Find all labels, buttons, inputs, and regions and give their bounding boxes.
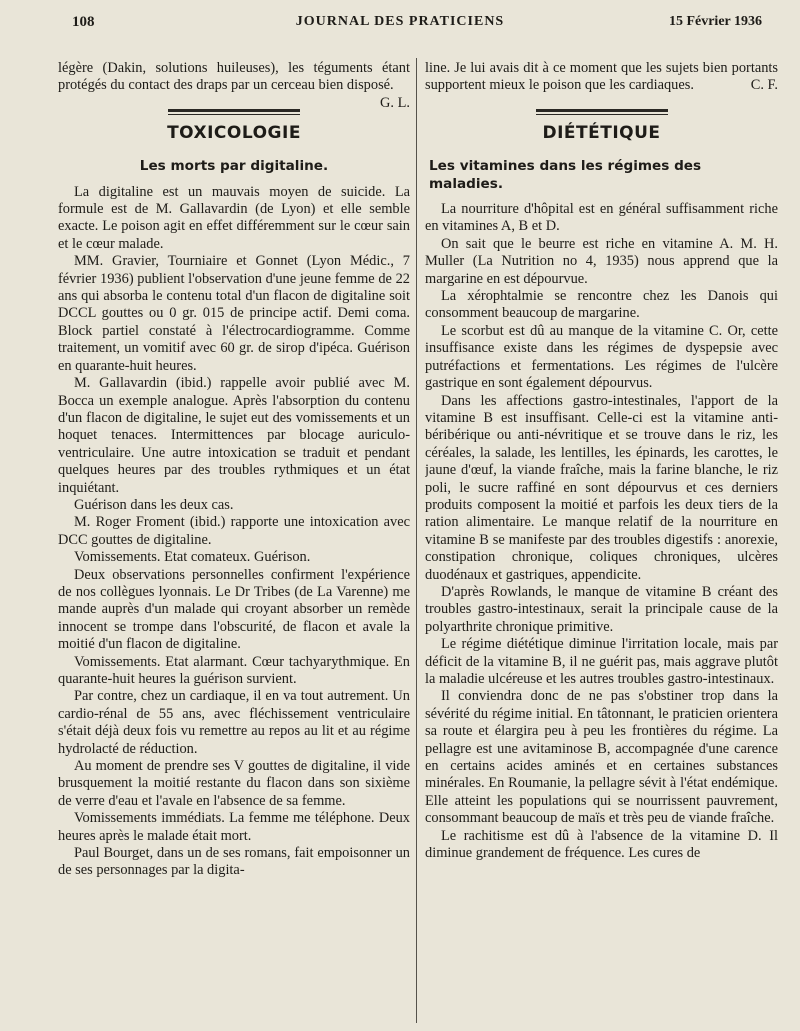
section-rule (168, 109, 300, 115)
left-intro-signature: G. L. (380, 94, 410, 111)
paragraph: Dans les affections gastro-intestinales, l'apport de la vitamine B est insuffisant. Celle-ci est la vitamine anti-béribérique ou anti-névritique et se trouve dans le riz, les céréales, la salade, les lentilles, les épinards, les carottes, le jaune d'œuf, la viande fraîche, mais la farine blanche, le riz poli, le sucre raffiné en sont dépourvus et ces derniers produits composent la moitié et parfois les deux tiers de la ration alimentaire. Le manque relatif de la nourriture en vitamine B se manifeste par des troubles digestifs : anorexie, constipation chronique, coliques chroniques, ulcères duodénaux et gastriques, appendicite. (425, 392, 778, 583)
paragraph: Le régime diététique diminue l'irritation locale, mais par déficit de la vitamine B, il ne guérit pas, mais aggrave plutôt la maladie ulcéreuse et les autres troubles gastro-intestinaux. (425, 636, 778, 687)
right-intro-paragraph: line. Je lui avais dit à ce moment que les sujets bien portants supportent mieux le poison que les cardiaques. C. F. (425, 60, 778, 94)
paragraph: Le scorbut est dû au manque de la vitamine C. Or, cette insuffisance existe dans les régimes de dyspepsie avec putréfactions et fermentations. Les régimes de l'ulcère gastrique en sont également dépourvus. (425, 322, 778, 392)
right-column (425, 60, 778, 1025)
paragraph: La nourriture d'hôpital est en général suffisamment riche en vitamines A, B et D. (425, 201, 778, 235)
paragraph: On sait que le beurre est riche en vitamine A. M. H. Muller (La Nutrition no 4, 1935) nous apprend que la margarine en est dépourvue. (425, 235, 778, 287)
paragraph: Au moment de prendre ses V gouttes de digitaline, il vide brusquement la moitié restante du flacon dans son sixième de verre d'eau et l'avale en l'absence de sa femme. (58, 758, 410, 809)
paragraph: Paul Bourget, dans un de ses romans, fait empoisonner un de ses personnages par la digita- (58, 845, 410, 879)
paragraph: M. Gallavardin (ibid.) rappelle avoir publié avec M. Bocca un exemple analogue. Après l'absorption du contenu d'un flacon de digitaline, le sujet eut des vomissements et un hoquet tenaces. Intermittences par blocage auriculo-ventriculaire. Une autre intoxication se traduit et pendant quelques heures par des troubles rythmiques et un état inquiétant. (58, 375, 410, 496)
paragraph: Vomissements. Etat comateux. Guérison. (74, 549, 311, 566)
page-number: 108 (72, 14, 95, 30)
paragraph: Guérison dans les deux cas. (74, 496, 234, 513)
paragraph: Le rachitisme est dû à l'absence de la vitamine D. Il diminue grandement de fréquence. Les cures de (425, 827, 778, 862)
paragraph: Deux observations personnelles confirment l'expérience de nos collègues lyonnais. Le Dr Tribes (de La Varenne) me mande auprès d'un malade qui croyant absorber un remède innocent se trompe dans l'obscurité, de flacon et avale la moitié d'un flacon de digitaline. (58, 566, 410, 653)
paragraph: M. Roger Froment (ibid.) rapporte une intoxication avec DCC gouttes de digitaline. (58, 514, 410, 548)
running-header (0, 14, 800, 36)
right-intro-signature: C. F. (750, 77, 778, 94)
paragraph: Il conviendra donc de ne pas s'obstiner trop dans la sévérité du régime initial. En tâtonnant, le praticien orientera sa route et élargira peu à peu les frontières du régime. La pellagre est une avitaminose B, accompagnée d'une carence en certains acides aminés et en certaines substances minérales. En Roumanie, la pellagre sévit à l'état endémique. Elle atteint les populations qui se nourrissent pauvrement, consommant beaucoup de maïs et très peu de viande fraîche. (425, 688, 778, 827)
section-heading-toxicologie: TOXICOLOGIE (167, 122, 301, 143)
journal-title: JOURNAL DES PRATICIENS (295, 14, 505, 29)
issue-date: 15 Février 1936 (668, 14, 762, 29)
article-title-vitamines: Les vitamines dans les régimes des maladies. (429, 158, 702, 192)
paragraph: Par contre, chez un cardiaque, il en va tout autrement. Un cardio-rénal de 55 ans, avec fléchissement ventriculaire s'était déjà deux fois vu remettre au repos au lit et au régime hydrolacté de réduction. (58, 688, 410, 757)
paragraph: Vomissements. Etat alarmant. Cœur tachyarythmique. En quarante-huit heures la guérison survient. (58, 653, 410, 687)
column-divider (416, 58, 417, 1023)
left-intro-paragraph: légère (Dakin, solutions huileuses), les téguments étant protégés du contact des draps par un cerceau bien disposé. G. L. (58, 60, 410, 111)
paragraph: Vomissements immédiats. La femme me téléphone. Deux heures après le malade était mort. (58, 810, 410, 844)
paragraph: D'après Rowlands, le manque de vitamine B créant des troubles gastro-intestinaux, serait la principale cause de la polyarthrite chronique primitive. (425, 583, 778, 635)
article-title-digitaline: Les morts par digitaline. (139, 158, 329, 175)
paragraph: La xérophtalmie se rencontre chez les Danois qui consomment beaucoup de margarine. (425, 288, 778, 322)
section-heading-dietetique: DIÉTÉTIQUE (542, 122, 661, 143)
left-column (58, 60, 410, 1025)
paragraph: La digitaline est un mauvais moyen de suicide. La formule est de M. Gallavardin (de Lyon) et elle semble exacte. Le poison agit en effet différemment sur le cœur sain et le cœur malade. (58, 183, 410, 252)
section-rule (536, 109, 668, 115)
paragraph: MM. Gravier, Tourniaire et Gonnet (Lyon Médic., 7 février 1936) publient l'observation d'une jeune femme de 22 ans qui absorba le contenu total d'un flacon de digitaline soit DCCL gouttes ou 0 gr. 015 de principe actif. Demi coma. Block partiel constaté à l'électrocardiogramme. Comme traitement, un vomitif avec 60 gr. de sirop d'ipéca. Guérison en quarante-huit heures. (58, 253, 410, 374)
